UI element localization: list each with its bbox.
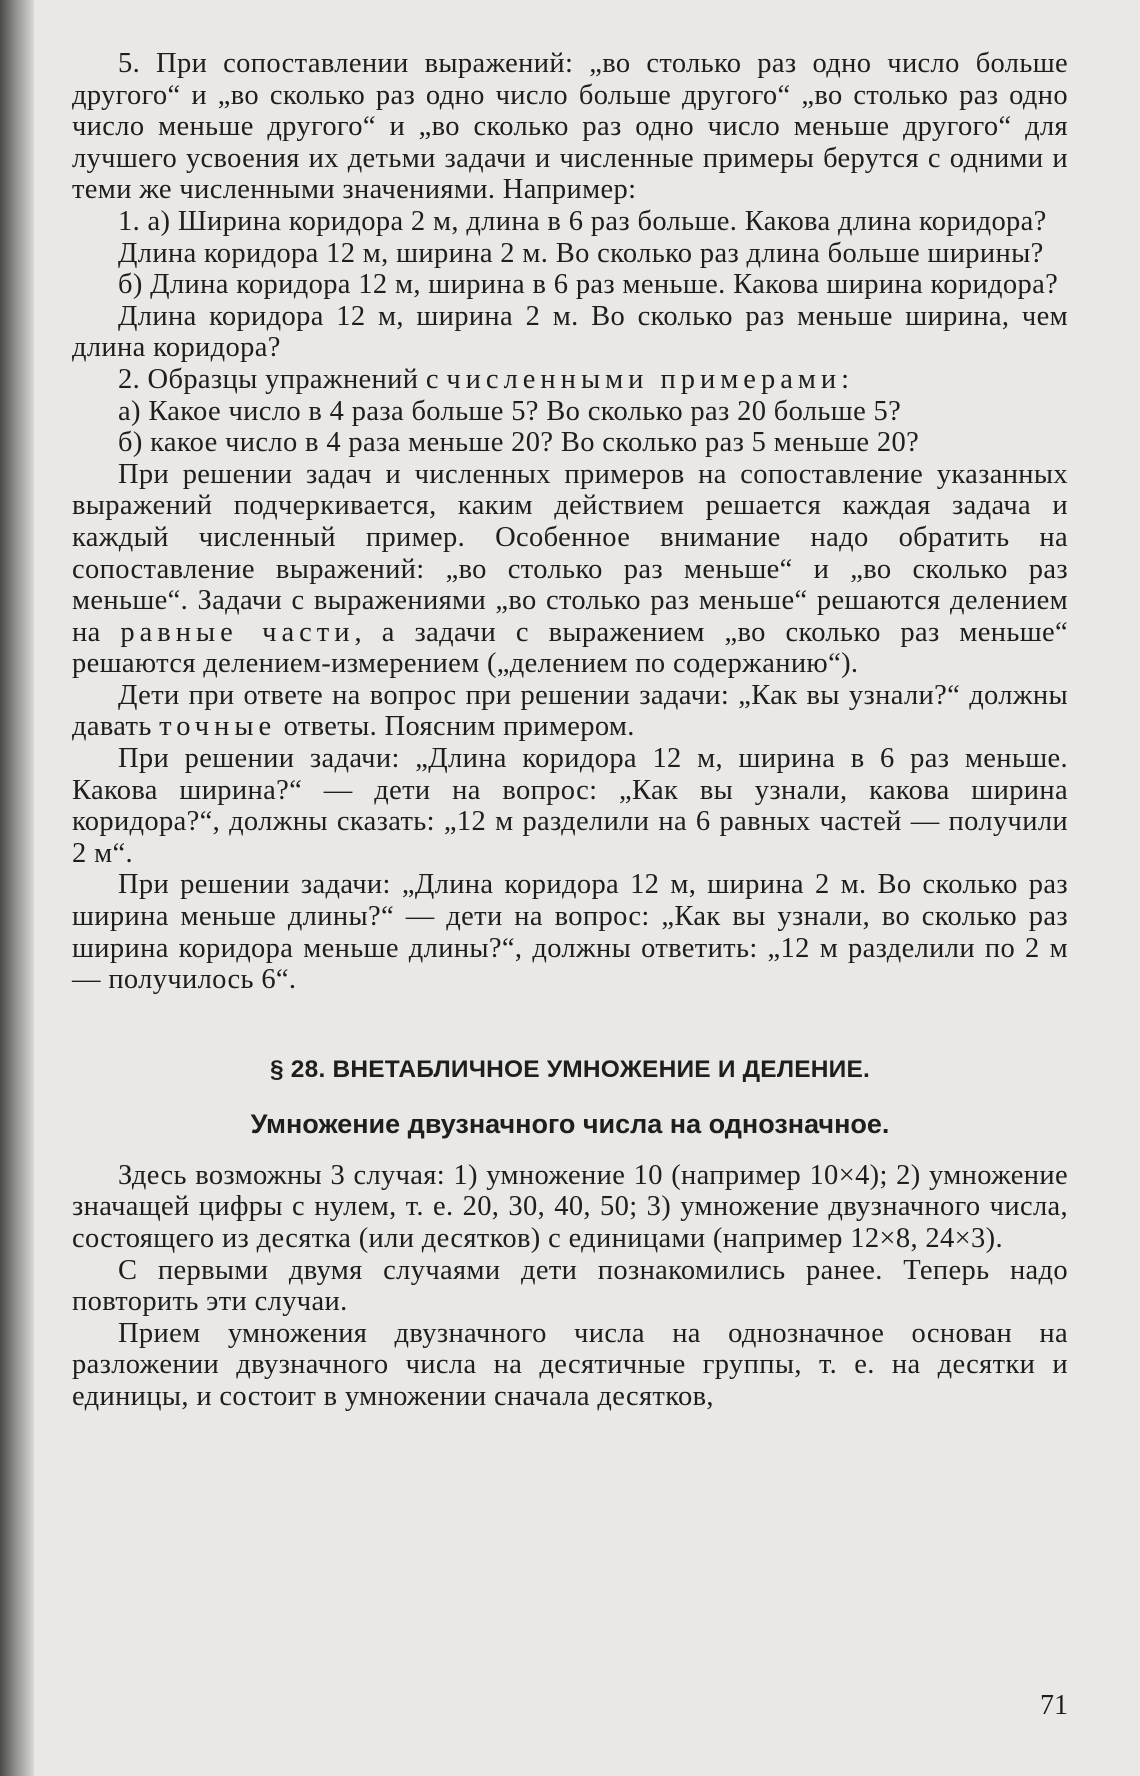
paragraph: 5. При сопоставлении выражений: „во столько раз одно число больше другого“ и „во сколько раз одно число больше другого“ „во столько раз одно число меньше другого“ и „во сколько раз одно число меньше другого“ для лучшего усвоения их детьми задачи и численные примеры берутся с одними и теми же численными значениями. Например: [72,48,1068,206]
section-title: § 28. ВНЕТАБЛИЧНОЕ УМНОЖЕНИЕ И ДЕЛЕНИЕ. [269,1055,871,1083]
book-spine-shadow [0,0,34,1776]
section-subtitle: Умножение двузначного числа на однозначное. [250,1108,890,1139]
paragraph-part: , а задачи с выражением „во сколько раз меньше“ решаются делением-измерением („делением по содержанию“). [72,616,1069,680]
page-number: 71 [1040,1690,1068,1721]
paragraph-lead: 2. Образцы упражнений с [118,363,447,395]
spaced-emphasis: точные [159,711,277,743]
paragraph: Длина коридора 12 м, ширина 2 м. Во сколько раз меньше ширина, чем длина коридора? [72,300,1068,364]
paragraph: Здесь возможны 3 случая: 1) умножение 10 (например 10×4); 2) умножение значащей цифры с нулем, т. е. 20, 30, 40, 50; 3) умножение двузначного числа, состоящего из десятка (или десятков) с единицами (например 12×8, 24×3). [72,1159,1068,1254]
paragraph-part: Дети при ответе на вопрос при решении задачи: „Как вы узнали?“ должны давать [72,679,1068,743]
paragraph-exercise-samples [72,364,1068,396]
paragraph: При решении задачи: „Длина коридора 12 м, ширина 2 м. Во сколько раз ширина меньше длины?“ — дети на вопрос: „Как вы узнали, во сколько раз ширина коридора меньше длины?“, должны ответить: „12 м разделили по 2 м — получилось 6“. [72,869,1068,996]
paragraph: б) Длина коридора 12 м, ширина в 6 раз меньше. Какова ширина коридора? [118,269,1059,301]
paragraph: С первыми двумя случаями дети познакомились ранее. Теперь надо повторить эти случаи. [72,1254,1068,1318]
spaced-emphasis: равные части [120,616,355,648]
paragraph-part: ответы. Поясним примером. [276,711,635,743]
paragraph: а) Какое число в 4 раза больше 5? Во сколько раз 20 больше 5? [118,395,902,427]
paragraph-division-types [72,459,1068,680]
paragraph: 1. а) Ширина коридора 2 м, длина в 6 раз больше. Какова длина коридора? [118,205,1047,237]
paragraph-precise-answers [72,680,1068,743]
paragraph-part: При решении задач и численных примеров на сопоставление указанных выражений подчеркивается, каким действием решается каждая задача и каждый численный пример. Особенное внимание надо обратить на сопоставление выражений: „во столько раз меньше“ и „во сколько раз меньше“. Задачи с выражениями „во столько раз меньше“ решаются делением на [72,458,1068,648]
page-body [72,48,1068,1413]
paragraph-tail: : [841,363,850,395]
paragraph: Прием умножения двузначного числа на однозначное основан на разложении двузначного числа на десятичные группы, т. е. на десятки и единицы, и состоит в умножении сначала десятков, [72,1317,1068,1412]
paragraph: б) какое число в 4 раза меньше 20? Во сколько раз 5 меньше 20? [118,427,920,459]
paragraph: Длина коридора 12 м, ширина 2 м. Во сколько раз длина больше ширины? [118,237,1044,269]
paragraph: При решении задачи: „Длина коридора 12 м, ширина в 6 раз меньше. Какова ширина?“ — дети на вопрос: „Как вы узнали, какова ширина коридора?“, должны сказать: „12 м разделили на 6 равных частей — получили 2 м“. [72,743,1068,869]
spaced-emphasis: численными примерами [446,363,842,395]
